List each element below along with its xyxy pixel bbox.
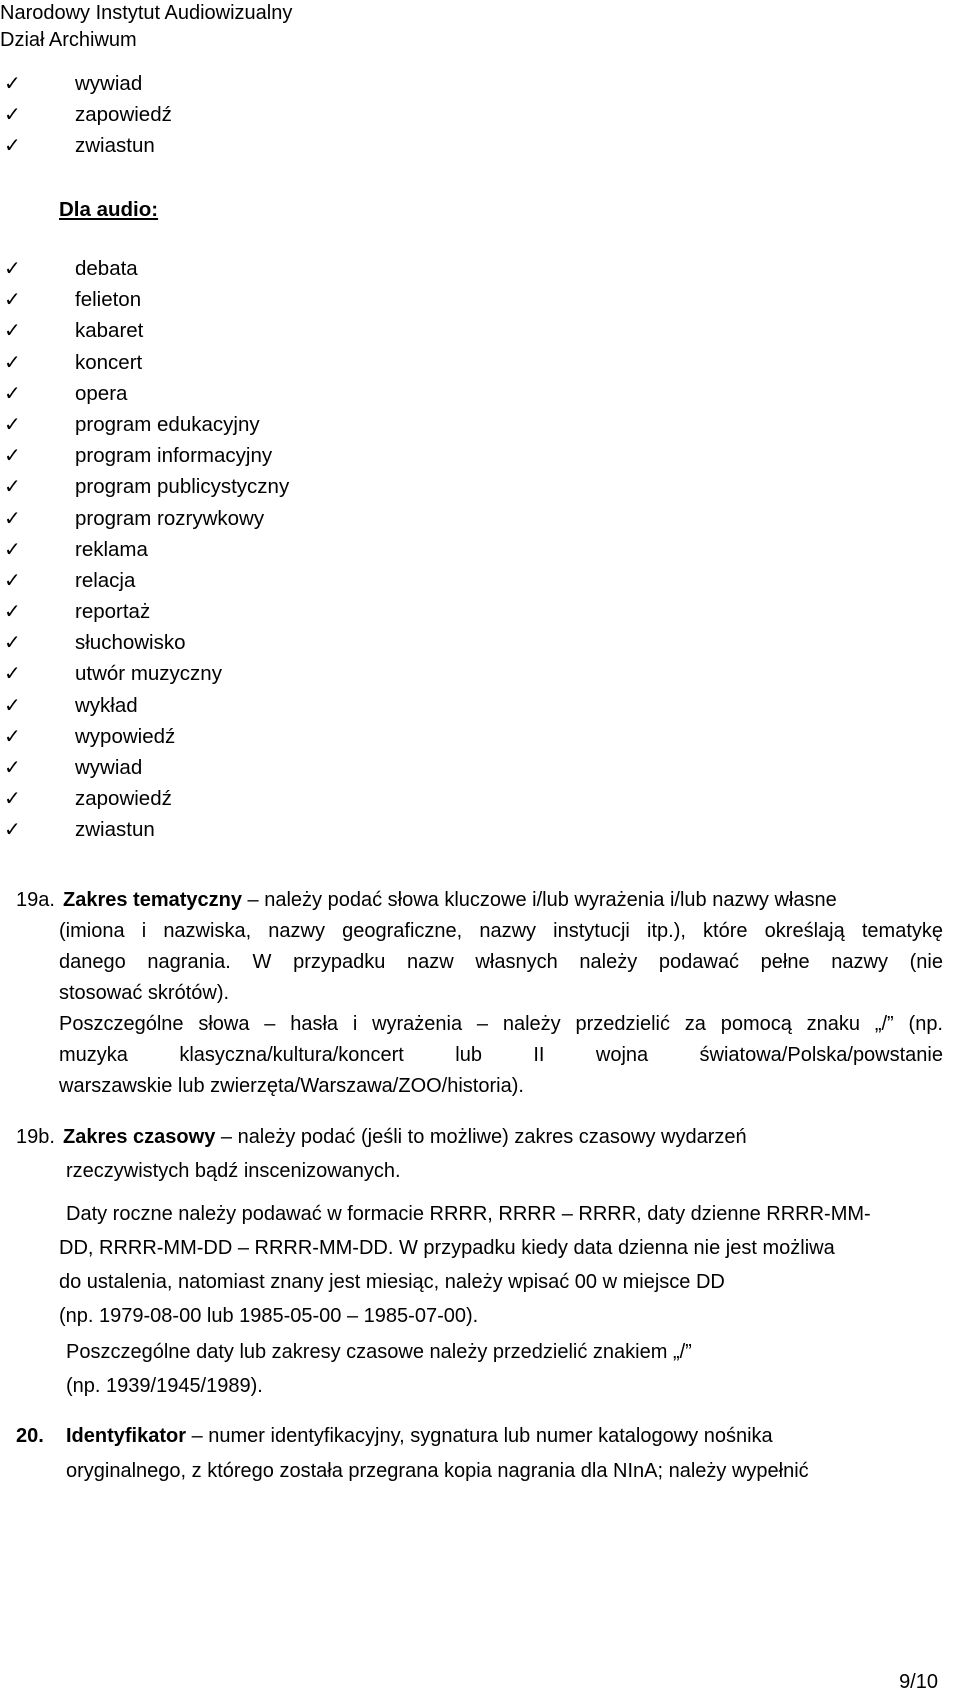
checkmark-icon: ✓ — [4, 786, 21, 811]
paragraph-line: (imiona i nazwiska, nazwy geograficzne, nazwy instytucji itp.), które określają tematykę — [59, 920, 943, 942]
checkmark-icon: ✓ — [4, 380, 21, 405]
section-19b-first-line — [63, 1123, 747, 1151]
checkmark-icon: ✓ — [4, 567, 21, 592]
paragraph-line: muzyka klasyczna/kultura/koncert lub II wojna światowa/Polska/powstanie — [59, 1044, 943, 1066]
checkmark-icon: ✓ — [4, 349, 21, 374]
section-20-number: 20. — [16, 1425, 44, 1447]
paragraph-line: rzeczywistych bądź inscenizowanych. — [66, 1160, 401, 1182]
section-19a-first-line — [63, 886, 943, 914]
audio-section-heading: Dla audio: — [59, 198, 159, 221]
paragraph-line: DD, RRRR-MM-DD – RRRR-MM-DD. W przypadku kiedy data dzienna nie jest możliwa — [59, 1237, 835, 1259]
checkmark-icon: ✓ — [4, 411, 21, 436]
checkmark-icon: ✓ — [4, 71, 21, 95]
checkmark-icon: ✓ — [4, 133, 21, 158]
checkmark-icon: ✓ — [4, 692, 21, 717]
paragraph-line: danego nagrania. W przypadku nazw własnych należy podawać pełne nazwy (nie — [59, 951, 943, 973]
checkmark-icon: ✓ — [4, 661, 21, 686]
page-header — [0, 0, 292, 54]
checkmark-icon: ✓ — [4, 318, 21, 343]
section-19b-text: – należy podać (jeśli to możliwe) zakres czasowy wydarzeń — [215, 1126, 747, 1148]
section-19a-text: – należy podać słowa kluczowe i/lub wyrażenia i/lub nazwy własne — [241, 889, 837, 911]
checkmark-icon: ✓ — [4, 755, 21, 779]
paragraph-line: Poszczególne słowa – hasła i wyrażenia – należy przedzielić za pomocą znaku „/” (np. — [59, 1013, 943, 1035]
paragraph-line: Poszczególne daty lub zakresy czasowe należy przedzielić znakiem „/” — [66, 1341, 692, 1363]
checkmark-icon: ✓ — [4, 287, 21, 312]
checkmark-icon: ✓ — [4, 102, 21, 127]
section-20-title: Identyfikator — [66, 1425, 187, 1447]
page-number: 9/10 — [899, 1671, 938, 1693]
section-19a-title: Zakres tematyczny — [63, 889, 242, 911]
section-19a-number: 19a. — [16, 889, 55, 911]
checkmark-icon: ✓ — [4, 256, 21, 280]
checkmark-icon: ✓ — [4, 817, 21, 842]
paragraph-line: (np. 1979-08-00 lub 1985-05-00 – 1985-07-00). — [59, 1305, 479, 1327]
paragraph-line: Daty roczne należy podawać w formacie RRRR, RRRR – RRRR, daty dzienne RRRR-MM- — [66, 1203, 871, 1225]
checkmark-icon: ✓ — [4, 630, 21, 655]
checkmark-icon: ✓ — [4, 505, 21, 530]
paragraph-line: oryginalnego, z którego została przegrana kopia nagrania dla NInA; należy wypełnić — [66, 1460, 809, 1482]
checkmark-icon: ✓ — [4, 599, 21, 624]
section-19b-number: 19b. — [16, 1126, 55, 1148]
checkmark-icon: ✓ — [4, 723, 21, 748]
checkmark-icon: ✓ — [4, 536, 21, 561]
checkmark-icon: ✓ — [4, 443, 21, 468]
checkmark-icon: ✓ — [4, 474, 21, 499]
header-institution: Narodowy Instytut Audiowizualny — [0, 2, 293, 24]
section-20-first-line — [66, 1422, 773, 1450]
paragraph-line: stosować skrótów). — [59, 982, 230, 1004]
paragraph-line: warszawskie lub zwierzęta/Warszawa/ZOO/historia). — [59, 1075, 524, 1097]
section-19b-title: Zakres czasowy — [63, 1126, 216, 1148]
section-20-text: – numer identyfikacyjny, sygnatura lub numer katalogowy nośnika — [186, 1425, 773, 1447]
paragraph-line: do ustalenia, natomiast znany jest miesiąc, należy wpisać 00 w miejsce DD — [59, 1271, 725, 1293]
paragraph-line: (np. 1939/1945/1989). — [66, 1375, 263, 1397]
header-department: Dział Archiwum — [0, 29, 137, 51]
